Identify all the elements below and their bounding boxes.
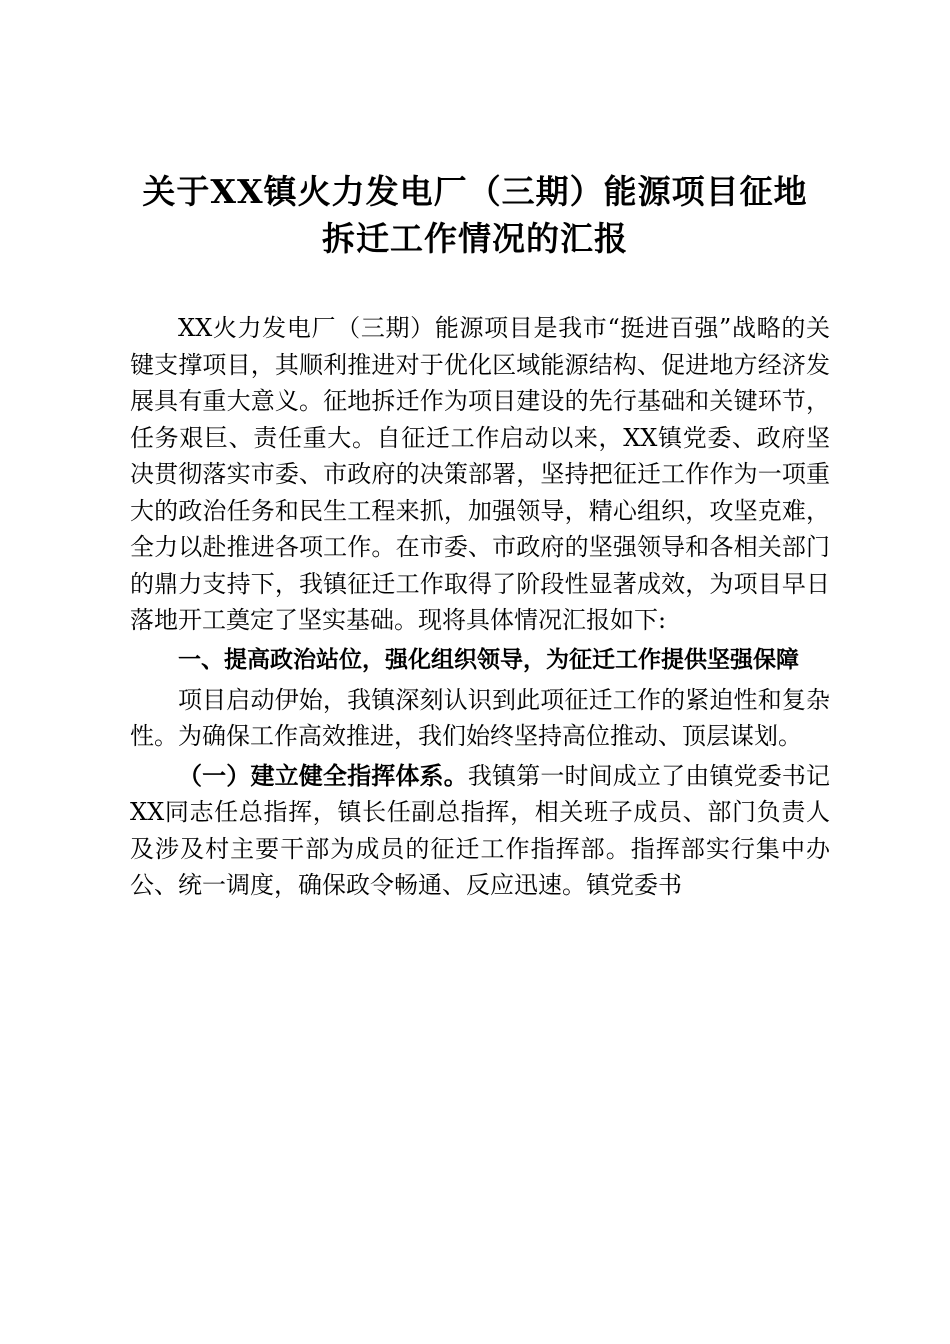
intro-paragraph: XX火力发电厂（三期）能源项目是我市“挺进百强”战略的关键支撑项目，其顺利推进对于优化区域能源结构、促进地方经济发展具有重大意义。征地拆迁作为项目建设的先行基础和关键环节，任务艰巨、责任重大。自征迁工作启动以来，XX镇党委、政府坚决贯彻落实市委、市政府的决策部署，坚持把征迁工作作为一项重大的政治任务和民生工程来抓，加强领导，精心组织，攻坚克难，全力以赴推进各项工作。在市委、市政府的坚强领导和各相关部门的鼎力支持下，我镇征迁工作取得了阶段性显著成效，为项目早日落地开工奠定了坚实基础。现将具体情况汇报如下: [130,314,830,634]
title-line-2: 拆迁工作情况的汇报 [322,219,628,258]
subsection-1-title: （一）建立健全指挥体系。 [178,760,468,790]
document-title [100,168,850,262]
section-1-intro-paragraph: 项目启动伊始，我镇深刻认识到此项征迁工作的紧迫性和复杂性。为确保工作高效推进，我们始终坚持高位推动、顶层谋划。 [130,685,830,750]
subsection-1-text: 我镇第一时间成立了由镇党委书记XX同志任总指挥，镇长任副总指挥，相关班子成员、部门负责人及涉及村主要干部为成员的征迁工作指挥部。指挥部实行集中办公、统一调度，确保政令畅通、反应迅速。镇党委书 [130,761,831,899]
subsection-1-paragraph [130,758,830,904]
document-body [130,310,830,904]
title-line-1: 关于XX镇火力发电厂（三期）能源项目征地 [142,172,808,211]
section-1-heading: 一、提高政治站位，强化组织领导，为征迁工作提供坚强保障 [178,646,799,673]
